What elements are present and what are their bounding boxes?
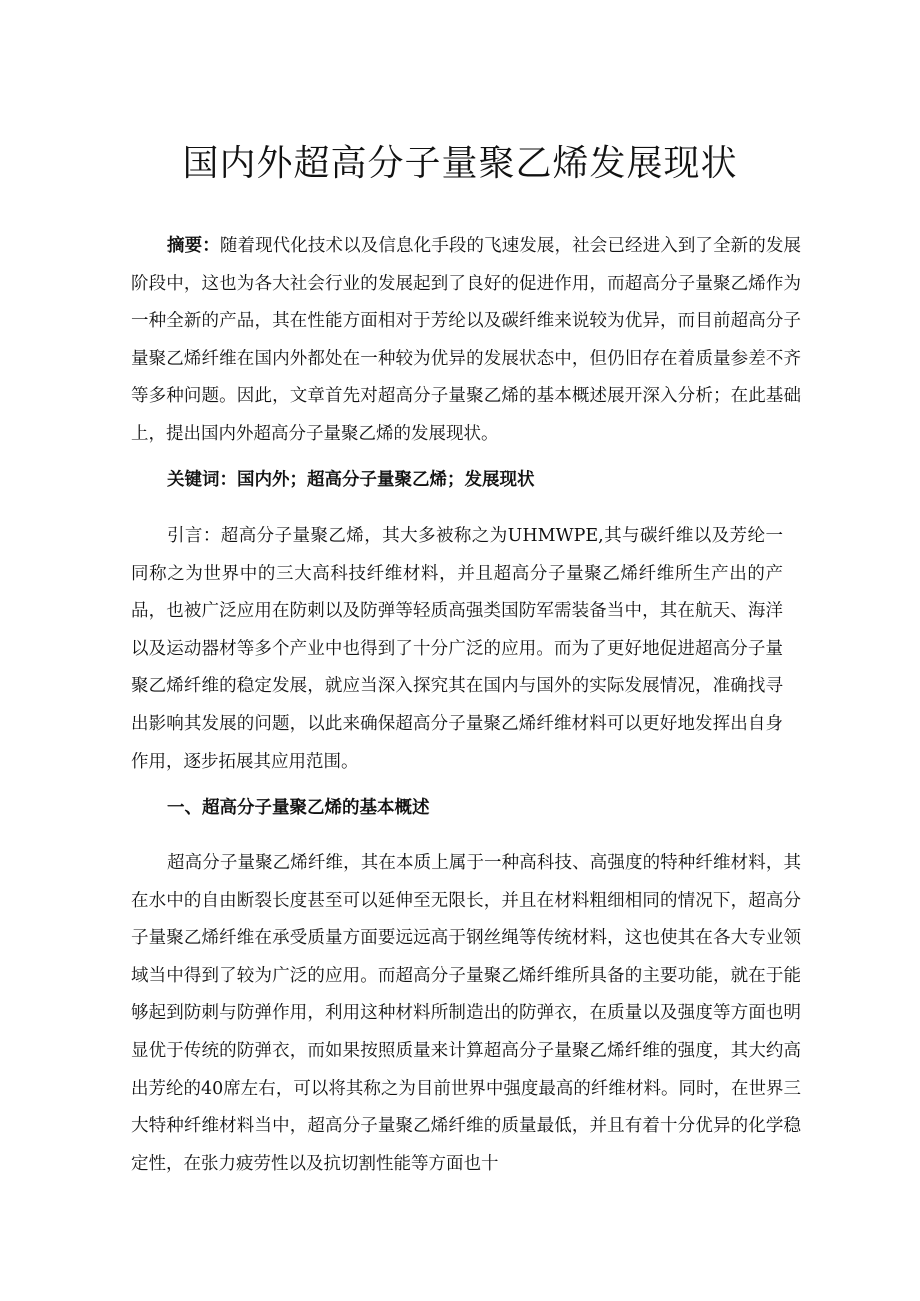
keywords-text: 国内外；超高分子量聚乙烯；发展现状 xyxy=(237,470,535,490)
intro-paragraph: 引言：超高分子量聚乙烯，其大多被称之为UHMWPE,其与碳纤维以及芳纶一同称之为世界中的三大高科技纤维材料，并且超高分子量聚乙烯纤维所生产出的产品，也被广泛应用在防刺以及防弹等轻质高强类国防军需装备当中，其在航天、海洋以及运动器材等多个产业中也得到了十分广泛的应用。而为了更好地促进超高分子量聚乙烯纤维的稳定发展，就应当深入探究其在国内与国外的实际发展情况，准确找寻出影响其发展的问题，以此来确保超高分子量聚乙烯纤维材料可以更好地发挥出自身作用，逐步拓展其应用范围。 xyxy=(131,526,783,772)
keywords-paragraph xyxy=(131,462,801,500)
section-heading: 一、超高分子量聚乙烯的基本概述 xyxy=(167,798,430,818)
keywords-label: 关键词： xyxy=(167,470,237,490)
section-body-paragraph: 超高分子量聚乙烯纤维，其在本质上属于一种高科技、高强度的特种纤维材料，其在水中的自由断裂长度甚至可以延伸至无限长，并且在材料粗细相同的情况下，超高分子量聚乙烯纤维在承受质量方面要远远高于钢丝绳等传统材料，这也使其在各大专业领域当中得到了较为广泛的应用。而超高分子量聚乙烯纤维所具备的主要功能，就在于能够起到防刺与防弹作用，利用这种材料所制造出的防弹衣，在质量以及强度等方面也明显优于传统的防弹衣，而如果按照质量来计算超高分子量聚乙烯纤维的强度，其大约高出芳纶的40席左右，可以将其称之为目前世界中强度最高的纤维材料。同时，在世界三大特种纤维材料当中，超高分子量聚乙烯纤维的质量最低，并且有着十分优异的化学稳定性，在张力疲劳性以及抗切割性能等方面也十 xyxy=(131,853,801,1174)
abstract-label: 摘要： xyxy=(167,236,220,256)
document-title: 国内外超高分子量聚乙烯发展现状 xyxy=(182,143,738,184)
abstract-text: 随着现代化技术以及信息化手段的飞速发展，社会已经进入到了全新的发展阶段中，这也为各大社会行业的发展起到了良好的促进作用，而超高分子量聚乙烯作为一种全新的产品，其在性能方面相对于芳纶以及碳纤维来说较为优异，而目前超高分子量聚乙烯纤维在国内外都处在一种较为优异的发展状态中，但仍旧存在着质量参差不齐等多种问题。因此，文章首先对超高分子量聚乙烯的基本概述展开深入分析；在此基础上，提出国内外超高分子量聚乙烯的发展现状。 xyxy=(131,236,801,444)
abstract-paragraph xyxy=(131,228,801,454)
